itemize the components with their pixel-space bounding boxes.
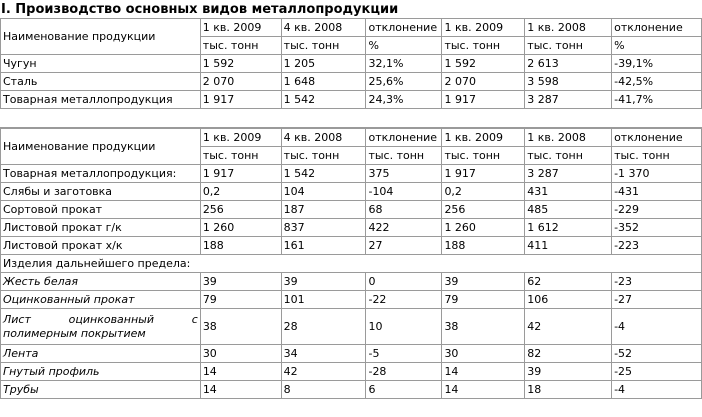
row-label: Трубы	[1, 381, 201, 399]
table-cell: 1 917	[442, 91, 525, 109]
table-cell: 82	[525, 345, 612, 363]
table-cell: 0,2	[442, 183, 525, 201]
column-header-unit: тыс. тонн	[442, 37, 525, 55]
table-cell: 188	[200, 237, 281, 255]
table-row	[1, 165, 702, 183]
column-header-unit: тыс. тонн	[200, 37, 281, 55]
table-cell: 3 287	[525, 91, 612, 109]
table-cell: -23	[612, 273, 702, 291]
table-cell: 68	[366, 201, 442, 219]
table-cell: 837	[281, 219, 366, 237]
table-row	[1, 309, 702, 345]
row-label: Лист оцинкованный с полимерным покрытием	[1, 309, 201, 345]
table-cell: 1 260	[200, 219, 281, 237]
column-header-period: отклонение	[366, 19, 442, 37]
table-cell: 34	[281, 345, 366, 363]
row-label: Товарная металлопродукция	[1, 91, 201, 109]
table-cell: 14	[200, 381, 281, 399]
table-cell: 1 592	[200, 55, 281, 73]
table-cell: 10	[366, 309, 442, 345]
table-cell: 39	[281, 273, 366, 291]
table-cell: -104	[366, 183, 442, 201]
table-cell: 30	[200, 345, 281, 363]
table-cell: 375	[366, 165, 442, 183]
table-cell: 256	[442, 201, 525, 219]
column-header-unit: тыс. тонн	[281, 147, 366, 165]
table-cell: 6	[366, 381, 442, 399]
table-cell: 62	[525, 273, 612, 291]
column-header-period: 1 кв. 2008	[525, 129, 612, 147]
row-label: Гнутый профиль	[1, 363, 201, 381]
table-cell: -352	[612, 219, 702, 237]
table-cell: -1 370	[612, 165, 702, 183]
table-row	[1, 201, 702, 219]
table-row	[1, 219, 702, 237]
column-header-period: 1 кв. 2009	[200, 129, 281, 147]
table-row	[1, 73, 702, 91]
column-header-period: 1 кв. 2009	[200, 19, 281, 37]
table-cell: 30	[442, 345, 525, 363]
column-header-period: отклонение	[612, 129, 702, 147]
table-row	[1, 345, 702, 363]
table-cell: 1 917	[200, 165, 281, 183]
column-header-period: 4 кв. 2008	[281, 19, 366, 37]
table-cell: -5	[366, 345, 442, 363]
table-cell: 1 917	[200, 91, 281, 109]
table-cell: -25	[612, 363, 702, 381]
table-cell: 24,3%	[366, 91, 442, 109]
section-row	[1, 255, 702, 273]
table-cell: -4	[612, 381, 702, 399]
table-cell: 1 917	[442, 165, 525, 183]
table-cell: 1 648	[281, 73, 366, 91]
column-header-unit: тыс. тонн	[366, 147, 442, 165]
row-label: Жесть белая	[1, 273, 201, 291]
table-production-main	[0, 18, 702, 109]
table-cell: 14	[200, 363, 281, 381]
table-cell: -223	[612, 237, 702, 255]
column-header-unit: %	[366, 37, 442, 55]
column-header-name: Наименование продукции	[1, 19, 201, 55]
header-row	[1, 19, 702, 37]
table-cell: 39	[525, 363, 612, 381]
table-cell: 27	[366, 237, 442, 255]
table-cell: 431	[525, 183, 612, 201]
table-cell: 188	[442, 237, 525, 255]
page-title: I. Производство основных видов металлопродукции	[1, 2, 399, 17]
table-cell: 1 592	[442, 55, 525, 73]
table-cell: -52	[612, 345, 702, 363]
table-cell: 0	[366, 273, 442, 291]
table-cell: -41,7%	[612, 91, 702, 109]
table-cell: 106	[525, 291, 612, 309]
table-cell: 1 260	[442, 219, 525, 237]
column-header-unit: тыс. тонн	[281, 37, 366, 55]
table-row	[1, 291, 702, 309]
column-header-period: 1 кв. 2009	[442, 19, 525, 37]
table-cell: 38	[200, 309, 281, 345]
table-cell: 1 542	[281, 91, 366, 109]
column-header-unit: тыс. тонн	[442, 147, 525, 165]
table-row	[1, 381, 702, 399]
table-cell: 8	[281, 381, 366, 399]
table-cell: 3 598	[525, 73, 612, 91]
row-label: Сталь	[1, 73, 201, 91]
table-cell: 422	[366, 219, 442, 237]
table-cell: -28	[366, 363, 442, 381]
column-header-name: Наименование продукции	[1, 129, 201, 165]
table-cell: 1 205	[281, 55, 366, 73]
row-label: Слябы и заготовка	[1, 183, 201, 201]
table-row	[1, 55, 702, 73]
table-cell: 0,2	[200, 183, 281, 201]
table-cell: 2 070	[442, 73, 525, 91]
column-header-unit: тыс. тонн	[525, 147, 612, 165]
table-cell: -22	[366, 291, 442, 309]
table-cell: -431	[612, 183, 702, 201]
table-cell: 14	[442, 381, 525, 399]
table-cell: 42	[281, 363, 366, 381]
table-row	[1, 237, 702, 255]
column-header-unit: тыс. тонн	[525, 37, 612, 55]
table-cell: 2 070	[200, 73, 281, 91]
table-cell: 1 612	[525, 219, 612, 237]
row-label: Сортовой прокат	[1, 201, 201, 219]
table-cell: -229	[612, 201, 702, 219]
table-row	[1, 273, 702, 291]
header-row	[1, 129, 702, 147]
column-header-period: отклонение	[612, 19, 702, 37]
table-cell: -39,1%	[612, 55, 702, 73]
table-row	[1, 91, 702, 109]
table-cell: 3 287	[525, 165, 612, 183]
row-label: Лента	[1, 345, 201, 363]
table-cell: -4	[612, 309, 702, 345]
section-label: Изделия дальнейшего предела:	[1, 255, 702, 273]
column-header-unit: %	[612, 37, 702, 55]
column-header-period: 1 кв. 2008	[525, 19, 612, 37]
table-cell: -27	[612, 291, 702, 309]
separator-row	[0, 110, 702, 128]
table-cell: 101	[281, 291, 366, 309]
column-header-period: отклонение	[366, 129, 442, 147]
table-row	[1, 183, 702, 201]
table-cell: 14	[442, 363, 525, 381]
column-header-unit: тыс. тонн	[200, 147, 281, 165]
table-cell: 2 613	[525, 55, 612, 73]
table-cell: 39	[442, 273, 525, 291]
table-cell: 39	[200, 273, 281, 291]
table-cell: 42	[525, 309, 612, 345]
column-header-period: 4 кв. 2008	[281, 129, 366, 147]
row-label: Чугун	[1, 55, 201, 73]
table-row	[1, 363, 702, 381]
table-cell: 411	[525, 237, 612, 255]
column-header-unit: тыс. тонн	[612, 147, 702, 165]
table-cell: 32,1%	[366, 55, 442, 73]
table-cell: 1 542	[281, 165, 366, 183]
table-production-detail	[0, 128, 702, 399]
row-label: Оцинкованный прокат	[1, 291, 201, 309]
column-header-period: 1 кв. 2009	[442, 129, 525, 147]
table-cell: 79	[442, 291, 525, 309]
row-label: Товарная металлопродукция:	[1, 165, 201, 183]
table-cell: 18	[525, 381, 612, 399]
table-cell: 79	[200, 291, 281, 309]
row-label: Листовой прокат х/к	[1, 237, 201, 255]
table-cell: 25,6%	[366, 73, 442, 91]
table-cell: 38	[442, 309, 525, 345]
table-cell: 161	[281, 237, 366, 255]
table-cell: 187	[281, 201, 366, 219]
table-cell: 256	[200, 201, 281, 219]
table-cell: 28	[281, 309, 366, 345]
row-label: Листовой прокат г/к	[1, 219, 201, 237]
table-cell: 104	[281, 183, 366, 201]
table-cell: -42,5%	[612, 73, 702, 91]
table-cell: 485	[525, 201, 612, 219]
